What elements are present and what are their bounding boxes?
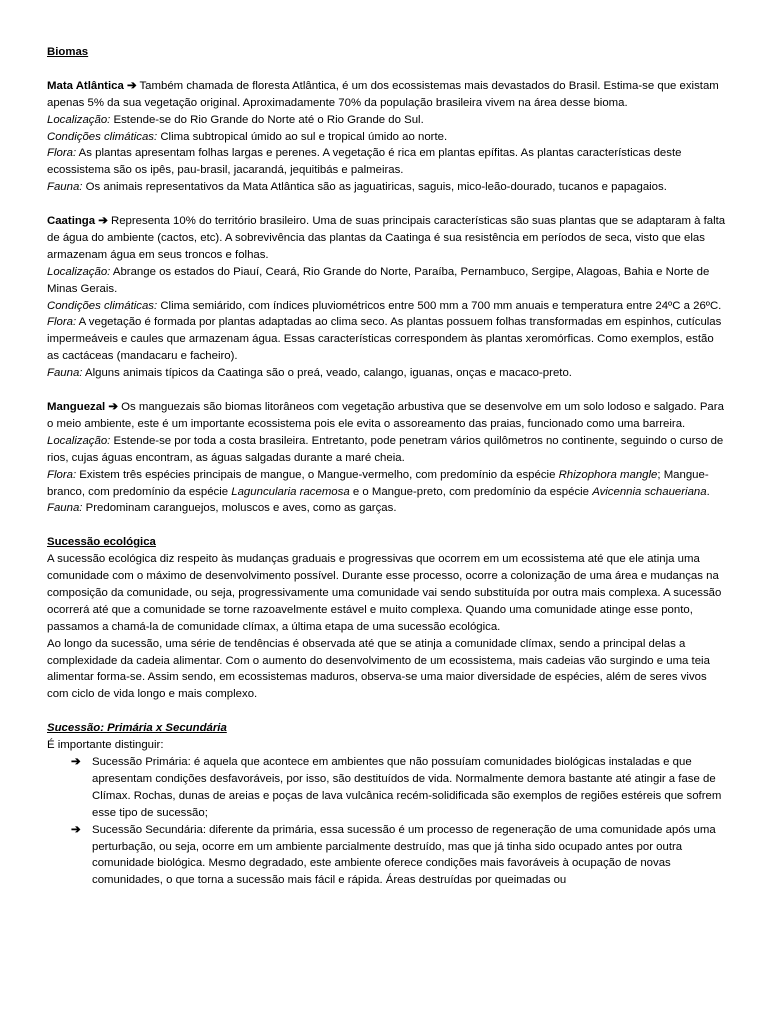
manguezal-localizacao	[47, 433, 728, 467]
sucessao-heading-text: Sucessão ecológica	[47, 536, 156, 549]
section-manguezal	[47, 399, 728, 517]
tipos-intro: É importante distinguir:	[47, 739, 164, 752]
caatinga-fauna	[47, 365, 728, 382]
text-flora-d: .	[706, 485, 710, 498]
caatinga-intro-text: Representa 10% do território brasileiro. Uma de suas principais características são suas plantas que se adaptaram à falta de água do ambiente (cactos, etc). A sobrevivência das plantas da Caatinga é sua resistência em períodos de seca, visto que elas armazenam água em seus troncos e folhas.	[47, 215, 726, 261]
label-localizacao: Localização:	[47, 113, 111, 126]
list-item-text: Sucessão Primária: é aquela que acontece em ambientes que não possuíam comunidades biológicas instaladas e que apresentam condições desfavoráveis, por isso, são destituídos de vida. Normalmente demora bastante até atingir a fase de Clímax. Rochas, dunas de areias e poças de lava vulcânica recém-solidificada são exemplos de regiões estéreis que sofrem esse tipo de sucessão;	[92, 755, 722, 819]
manguezal-flora	[47, 467, 728, 501]
mata-intro-text: Também chamada de floresta Atlântica, é um dos ecossistemas mais devastados do Brasil. Estima-se que existam apenas 5% da sua vegetação original. Aproximadamente 70% da população brasileira vivem na área desse bioma.	[47, 79, 719, 109]
species-name: Avicennia schaueriana	[592, 485, 707, 498]
sucessao-paragraph-1: A sucessão ecológica diz respeito às mudanças graduais e progressivas que ocorrem em um ecossistema até que ele atinja uma comunidade com o máximo de desenvolvimento possível. Durante esse processo, ocorre a colonização de uma área e mudanças na composição da comunidade, ou seja, progressivamente uma comunidade vai sendo substituída por outra mais complexa. A sucessão ocorrerá até que a comunidade se torne razoavelmente estável e muito complexa. Quando uma comunidade atinge esse ponto, passamos a chamá-la de comunidade clímax, a última etapa de uma sucessão ecológica.	[47, 553, 722, 633]
tipos-heading	[47, 720, 728, 737]
mata-flora	[47, 145, 728, 179]
caatinga-localizacao	[47, 264, 728, 298]
text-localizacao: Estende-se do Rio Grande do Norte até o Rio Grande do Sul.	[110, 113, 424, 126]
text-flora-b: ; Mangue-branco, com predomínio da espécie	[47, 468, 709, 498]
label-flora: Flora:	[47, 316, 77, 329]
mata-intro	[47, 78, 728, 112]
label-fauna: Fauna:	[47, 181, 83, 194]
caatinga-intro	[47, 213, 728, 264]
manguezal-heading: Manguezal	[47, 400, 106, 413]
label-localizacao: Localização:	[47, 265, 111, 278]
text-fauna: Alguns animais típicos da Caatinga são o preá, veado, calango, iguanas, onças e macaco-preto.	[82, 367, 572, 380]
label-fauna: Fauna:	[47, 367, 83, 380]
text-fauna: Os animais representativos da Mata Atlântica são as jaguatiricas, saguis, mico-leão-dourado, tucanos e papagaios.	[82, 181, 667, 194]
caatinga-flora	[47, 314, 728, 365]
mata-localizacao	[47, 112, 728, 129]
arrow-bullet-icon: ➔	[71, 823, 81, 836]
page-title	[47, 44, 728, 61]
text-flora: A vegetação é formada por plantas adaptadas ao clima seco. As plantas possuem folhas transformadas em espinhos, cutículas impermeáveis e caules que armazenam água. Essas características correspondem às plantas xeromórficas. Como exemplos, estão as cactáceas (mandacaru e facheiro).	[47, 316, 722, 363]
caatinga-clima	[47, 298, 728, 315]
text-fauna: Predominam caranguejos, moluscos e aves, como as garças.	[82, 502, 397, 515]
sucessao-paragraph-2: Ao longo da sucessão, uma série de tendências é observada até que se atinja a comunidade clímax, sendo a principal delas a complexidade da cadeia alimentar. Com o aumento do desenvolvimento de um ecossistema, mais cadeias vão surgindo e uma teia alimentar forma-se. Assim sendo, em ecossistemas maduros, observa-se uma maior diversidade de espécies, além de seres vivos com ciclo de vida longo e mais complexo.	[47, 637, 710, 701]
mata-heading: Mata Atlântica	[47, 79, 124, 92]
label-fauna: Fauna:	[47, 502, 83, 515]
label-clima: Condições climáticas:	[47, 130, 158, 143]
caatinga-heading: Caatinga	[47, 215, 96, 228]
list-item-text: Sucessão Secundária: diferente da primária, essa sucessão é um processo de regeneração de uma comunidade após uma perturbação, ou seja, ocorre em um ambiente parcialmente destruído, mas que já tinha sido ocupado antes por outra comunidade biológica. Mesmo degradado, este ambiente oferece condições mais favoráveis à ocupação de novas comunidades, o que torna a sucessão mais fácil e rápida. Áreas destruídas por queimadas ou	[92, 823, 716, 887]
text-localizacao: Estende-se por toda a costa brasileira. Entretanto, pode penetram vários quilômetros no continente, seguindo o curso de rios, cujas águas encontram, as águas salgadas durante a maré cheia.	[47, 434, 724, 464]
tipos-list	[47, 754, 728, 889]
list-item	[47, 754, 728, 822]
text-localizacao: Abrange os estados do Piauí, Ceará, Rio Grande do Norte, Paraíba, Pernambuco, Sergipe, Alagoas, Bahia e Norte de Minas Gerais.	[47, 265, 710, 295]
arrow-icon: ➔	[126, 79, 137, 92]
label-clima: Condições climáticas:	[47, 299, 158, 312]
species-name: Rhizophora mangle	[558, 468, 658, 481]
mata-clima	[47, 129, 728, 146]
species-name: Laguncularia racemosa	[231, 485, 350, 498]
arrow-icon: ➔	[98, 215, 108, 228]
list-item	[47, 822, 728, 890]
tipos-heading-text: Sucessão: Primária x Secundária	[47, 722, 227, 735]
text-flora-a: Existem três espécies principais de mangue, o Mangue-vermelho, com predomínio da espécie	[76, 468, 559, 481]
section-mata-atlantica	[47, 78, 728, 196]
text-clima: Clima subtropical úmido ao sul e tropical úmido ao norte.	[157, 130, 448, 143]
manguezal-intro-text: Os manguezais são biomas litorâneos com vegetação arbustiva que se desenvolve em um solo lodoso e salgado. Para o meio ambiente, este é um importante ecossistema pois ele evita o assoreamento das praias, funcionado como uma barreira.	[47, 400, 724, 430]
mata-fauna	[47, 179, 728, 196]
label-localizacao: Localização:	[47, 434, 111, 447]
label-flora: Flora:	[47, 468, 77, 481]
sucessao-heading	[47, 534, 728, 551]
text-clima: Clima semiárido, com índices pluviométricos entre 500 mm a 700 mm anuais e temperatura entre 24ºC a 26ºC.	[157, 299, 722, 312]
manguezal-intro	[47, 399, 728, 433]
manguezal-fauna	[47, 500, 728, 517]
section-caatinga	[47, 213, 728, 382]
arrow-icon: ➔	[108, 400, 118, 413]
arrow-bullet-icon: ➔	[71, 755, 81, 768]
text-flora-c: e o Mangue-preto, com predomínio da espécie	[349, 485, 593, 498]
section-sucessao-ecologica	[47, 534, 728, 703]
label-flora: Flora:	[47, 147, 77, 160]
section-primaria-secundaria	[47, 720, 728, 889]
title-text: Biomas	[47, 46, 89, 58]
text-flora: As plantas apresentam folhas largas e perenes. A vegetação é rica em plantas epífitas. As plantas características deste ecossistema são os ipês, pau-brasil, jacarandá, jequitibás e palmeiras.	[47, 147, 682, 177]
